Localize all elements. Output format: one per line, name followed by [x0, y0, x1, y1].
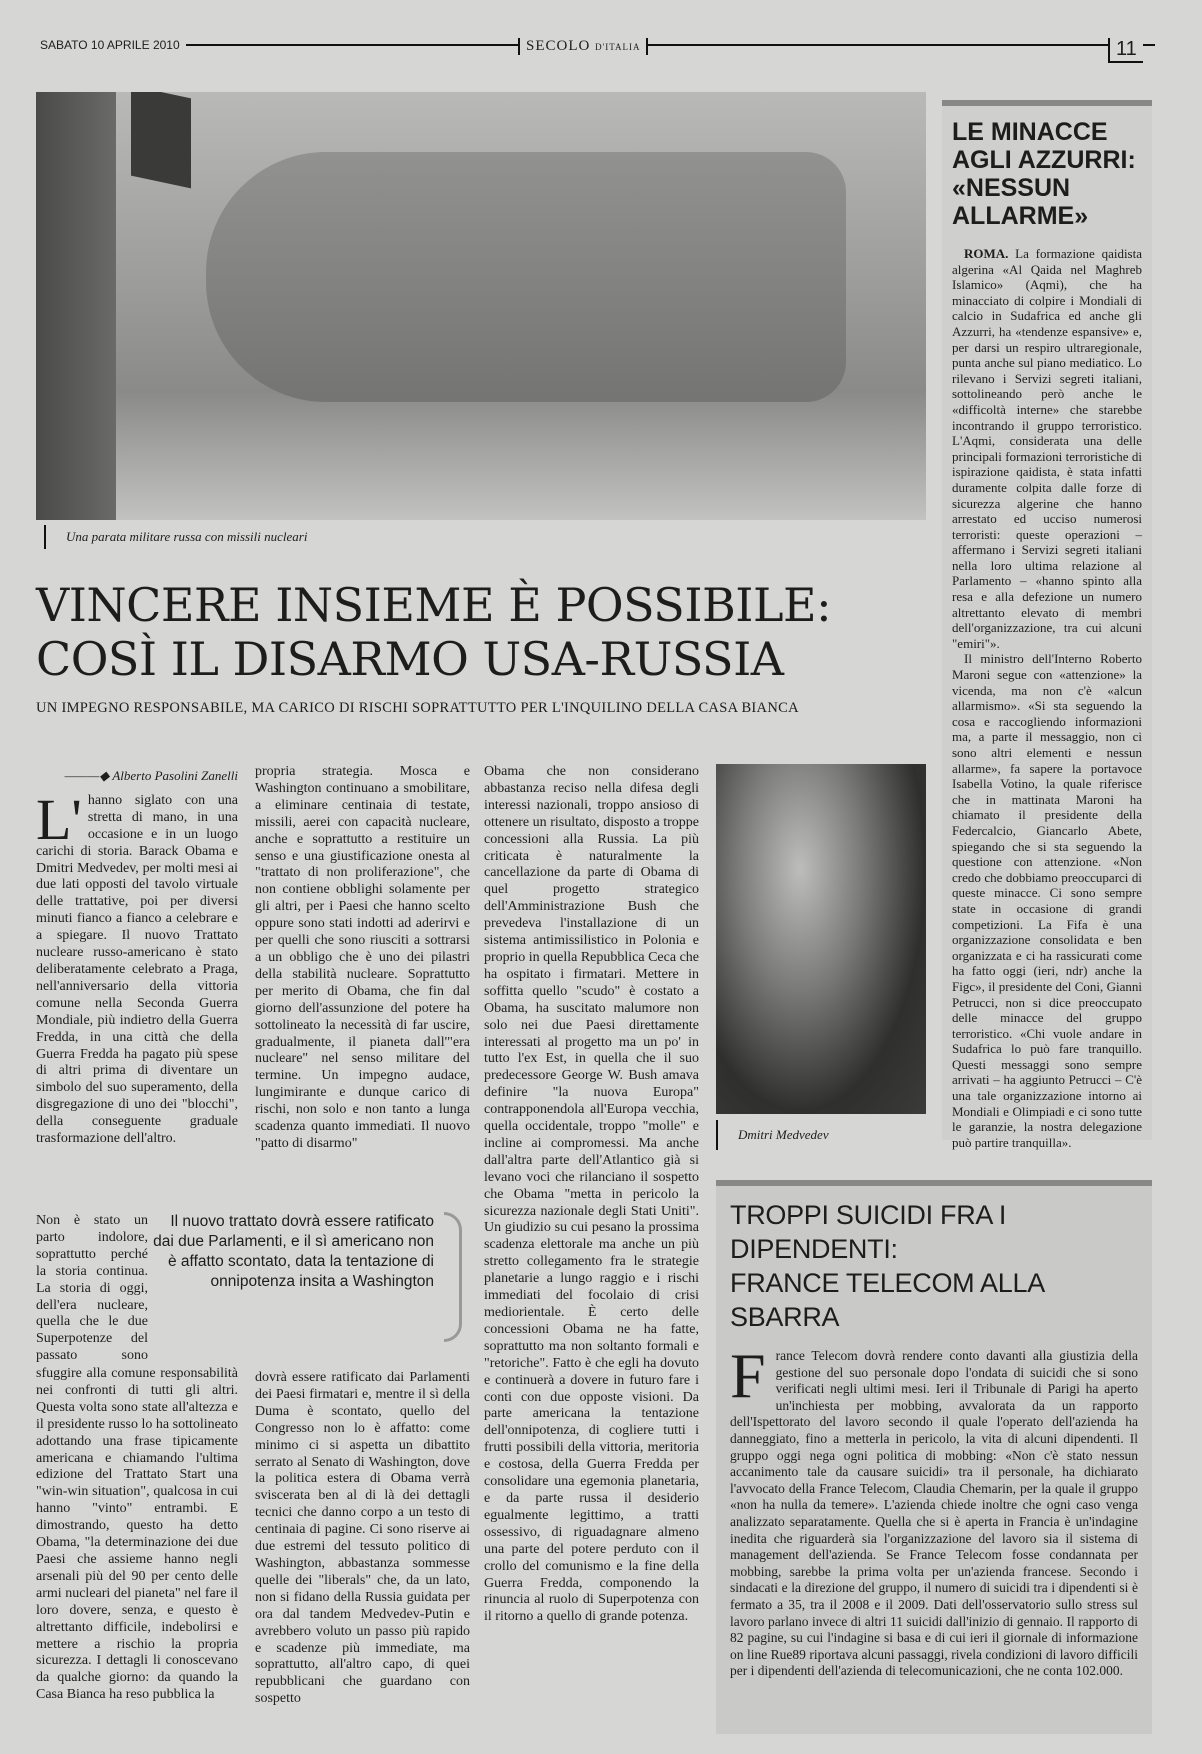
article-column-3: Obama che non considerano abbastanza reciso nella difesa degli interessi nazionali, troppo ansioso di ottenere un risultato, disposto a troppe concessioni alla Russia. La più criticata è naturalmente la cancellazione da parte di Obama di quel progetto strategico dell'Amministrazione Bush che prevedeva l'installazione di un sistema antimissilistico in Polonia e proprio in quella Repubblica Ceca che ha ospitato i firmatari. Mettere in soffitta quello "scudo" è costato a Obama, ha suscitato malumore non solo nei due Paesi direttamente interessati al progetto ma un po' in tutto l'ex Est, in quella che il suo predecessore George W. Bush amava definire "la nuova Europa" contrapponendola all'Europa vecchia, quella occidentale, troppo "molle" e incline ai compromessi. Ma anche dall'altra parte dell'Atlantico già si levano voci che rilanciano il sospetto che Obama "metta in pericolo la sicurezza nazionale degli Stati Uniti". Un giudizio su cui pesano la prossima scadenza elettorale ma anche un più stretto collegamento fra le strategie planetarie a lungo raggio e i rischi immediati del focolaio di crisi mediorientale. È certo delle concessioni Obama ne ha fatte, soprattutto ma non soltanto formali e "retoriche". Fatto è che egli ha dovuto e continuerà a dovere in futuro fare i conti con due opposte visioni. Da parte americana la tentazione dell'onnipotenza, di cogliere tutti i frutti possibili della vittoria, meritoria e costosa, della Guerra Fredda per consolidare una egemonia planetaria, e da parte russa il desiderio egualmente legittimo, a tratti ossessivo, di riguadagnare almeno una parte del potere perduto con il crollo del comunismo e la fine della Guerra Fredda, componendo la rinuncia al ruolo di Superpotenza con il ritorno a quello di grande potenza.	[484, 764, 699, 1625]
sidebar-paragraph: Il ministro dell'Interno Roberto Maroni segue con «attenzione» la vicenda, ma non c'è «alcun allarmismo». «Si sta seguendo la cosa e raccogliendo informazioni ma, a parte il messaggio, non ci sono altri elementi e nessun allarme», fa sapere la portavoce Isabella Votino, la quale riferisce che in mattinata Maroni ha chiamato il presidente della Federcalcio, Giancarlo Abete, spiegando che si sta seguendo la questione con attenzione. «Non credo che dobbiamo preoccuparci di queste minacce. Ci sono sempre state in occasione di grandi competizioni. La Fifa è una organizzazione consolidata e ben organizzata e ci ha rassicurati come ha fatto oggi (ieri, ndr) anche la Figc», il presidente del Coni, Gianni Petrucci, non si dice preoccupato delle minacce del gruppo terroristico. «Chi vuole andare in Sudafrica lo può fare tranquillo. Questi messaggi sono sempre arrivati – ha aggiunto Petrucci – C'è una tale organizzazione intorno ai Mondiali e Olimpiadi e ci sono tutte le garanzie, la nostra delegazione può partire tranquilla».	[952, 651, 1142, 1150]
newspaper-name: SECOLO D'ITALIA	[518, 38, 648, 55]
issue-date: SABATO 10 APRILE 2010	[40, 38, 186, 52]
article-subhead: UN IMPEGNO RESPONSABILE, MA CARICO DI RISCHI SOPRATTUTTO PER L'INQUILINO DELLA CASA BIANCA	[36, 700, 799, 716]
sidebar-headline: LE MINACCE AGLI AZZURRI: «NESSUN ALLARME»	[952, 118, 1136, 230]
sidebar-article	[942, 100, 1152, 1150]
medvedev-caption: Dmitri Medvedev	[716, 1120, 926, 1150]
drop-cap: L'	[36, 786, 82, 852]
france-telecom-body: France Telecom dovrà rendere conto davanti alla giustizia della gestione del suo personale dopo l'ondata di suicidi che si sono verificati negli ultimi mesi. Ieri il Tribunale di Parigi ha aperto un'inchiesta per mobbing, avvalorata da un rapporto dell'Ispettorato del lavoro secondo il quale l'operato dell'azienda ha danneggiato, fino a metterla in pericolo, la vita di alcuni dipendenti. Il gruppo oggi nega ogni politica di mobbing: «Non c'è stato nessun accanimento tale da causare suicidi» tra il personale, ha dichiarato l'avvocato della France Telecom, Claudia Chemarin, per la quale il gruppo «non ha nulla da temere». L'azienda chiede inoltre che ogni caso venga analizzato separatamente. Quella che si è aperta in Francia è un'indagine inedita che riguarderà sia l'organizzazione del lavoro sia il sistema di management dell'azienda. Se France Telecom fosse condannata per mobbing, sarebbe la prima volta per un'azienda francese. Secondo i sindacati e la direzione del gruppo, il numero di suicidi tra i dipendenti si è fermato a 35, tra il 2008 e il 2009. Dati dell'osservatorio sullo stress sul lavoro parlano invece di altri 11 suicidi dall'inizio di gennaio. Il rapporto di 82 pagine, su cui l'indagine si basa e di cui ieri il giornale di informazione on line Rue89 riportava alcuni passaggi, rivela condizioni di lavoro difficili per i dipendenti dell'azienda di telecomunicazioni, che ne conta 102.000.	[730, 1340, 1138, 1679]
article-column-1-cont: sfuggire alla comune responsabilità nei confronti di tutti gli altri. Questa volta sono state all'altezza e il presidente russo lo ha sottolineato adottando una frase tipicamente americana e chiamando l'ultima edizione del Trattato Start una "win-win situation", qualcosa in cui hanno "vinto" entrambi. E dimostrando, questo ha detto Obama, "la determinazione dei due Paesi che assieme hanno negli arsenali più del 90 per cento delle armi nucleari del pianeta" nel fare il loro dovere, senza, e questo è altrettanto difficile, indebolirsi e mettere a rischio la propria sicurezza. I dettagli li conoscevano da qualche giorno: da quando la Casa Bianca ha reso pubblica la	[36, 1366, 238, 1703]
missile-parade-photo	[36, 92, 926, 520]
photo-caption: Una parata militare russa con missili nucleari	[44, 525, 307, 549]
france-telecom-headline: TROPPI SUICIDI FRA I DIPENDENTI: FRANCE TELECOM ALLA SBARRA	[730, 1200, 1044, 1332]
article-column-1: ———◆ Alberto Pasolini Zanelli L' hanno siglato con una stretta di mano, in una occasione e in un luogo carichi di storia. Barack Obama e Dmitri Medvedev, per molti mesi ai due lati opposti del tavolo virtuale delle trattative, poi per diversi minuti fianco a fianco a celebrare e a spiegare. Il nuovo Trattato nucleare russo-americano è stato deliberatamente celebrato a Praga, nell'anniversario della vittoria comune nella Seconda Guerra Mondiale, più indietro della Guerra Fredda, in una città che della Guerra Fredda ha pagato più spese di altri prima di diventare un simbolo del suo superamento, della disgregazione di uno dei "blocchi", della conseguente graduale trasformazione dell'altro.	[36, 768, 238, 1147]
medvedev-photo	[716, 764, 926, 1114]
page-number: 11	[1108, 38, 1143, 63]
pull-quote: Il nuovo trattato dovrà essere ratificato dai due Parlamenti, e il sì americano non è affatto scontato, data la tentazione di onnipotenza insita a Washington	[153, 1213, 434, 1290]
byline: ———◆ Alberto Pasolini Zanelli	[64, 768, 238, 783]
article-column-2: propria strategia. Mosca e Washington continuano a smobilitare, a eliminare centinaia di testate, missili, aerei con capacità nucleare, anche e soprattutto a restituire un senso e una giustificazione onesta al "trattato di non proliferazione", che non contiene obblighi solamente per gli altri, per i Paesi che hanno scelto oppure sono stati indotti ad aderirvi e per quelli che sono riusciti a sottrarsi a un obbligo che è uno dei pilastri della stabilità nucleare. Soprattutto per merito di Obama, che fin dal giorno dell'assunzione del potere ha sottolineato la necessità di far uscire, gradualmente, il pianeta dall'"era nucleare" nel senso militare del termine. Un impegno audace, lungimirante e dunque carico di rischi, non solo e non tanto a lunga scadenza quanto immediati. Il nuovo "patto di disarmo"	[255, 764, 470, 1151]
pull-quote-brace	[444, 1212, 462, 1342]
france-telecom-article	[716, 1180, 1152, 1734]
article-column-2-cont: dovrà essere ratificato dai Parlamenti dei Paesi firmatari e, mentre il sì della Duma è scontato, quello del Congresso non lo è affatto: come minimo ci si aspetta un dibattito serrato al Senato di Washington, dove la politica estera di Obama verrà sviscerata ben al di là dei dettagli tecnici che danno corpo a un testo di centinaia di pagine. Ci sono riserve ai due estremi del tessuto politico di Washington, abbastanza sommesse quelle dei "liberals" che, da un lato, non si fidano della Russia guidata per ora dal tandem Medvedev-Putin e avrebbero voluto un passo più rapido e scadenze più immediate, ma soprattutto, all'altro capo, di quei repubblicani che guardano con sospetto	[255, 1370, 470, 1707]
article-headline: VINCERE INSIEME È POSSIBILE: COSÌ IL DISARMO USA-RUSSIA	[36, 578, 832, 686]
sidebar-paragraph: ROMA. La formazione qaidista algerina «Al Qaida nel Maghreb Islamico» (Aqmi), che ha minacciato di colpire i Mondiali di calcio in Sudafrica ed anche gli Azzurri, ha «tendenze espansive» e, per darsi un respiro ultraregionale, punta anche sul piano mediatico. Lo rilevano i Servizi segreti italiani, sottolineando però anche le «difficoltà interne» che starebbe incontrando il gruppo terroristico. L'Aqmi, considerata una delle principali formazioni terroristiche di ispirazione qaidista, è stata infatti duramente colpita dalle forze di sicurezza algerine che hanno arrestato ed ucciso numerosi terroristi: queste operazioni – affermano i Servizi segreti italiani nella loro ultima relazione al Parlamento – «hanno spinto alla resa e alla defezione un numero altrettanto elevato di membri dell'organizzazione, tra cui alcuni "emiri"».	[952, 246, 1142, 651]
article-column-1-narrow: Non è stato un parto indolore, soprattutto perché la storia continua. La storia di oggi, dell'era nucleare, quella che le due Superpotenze del passato sono	[36, 1213, 148, 1363]
